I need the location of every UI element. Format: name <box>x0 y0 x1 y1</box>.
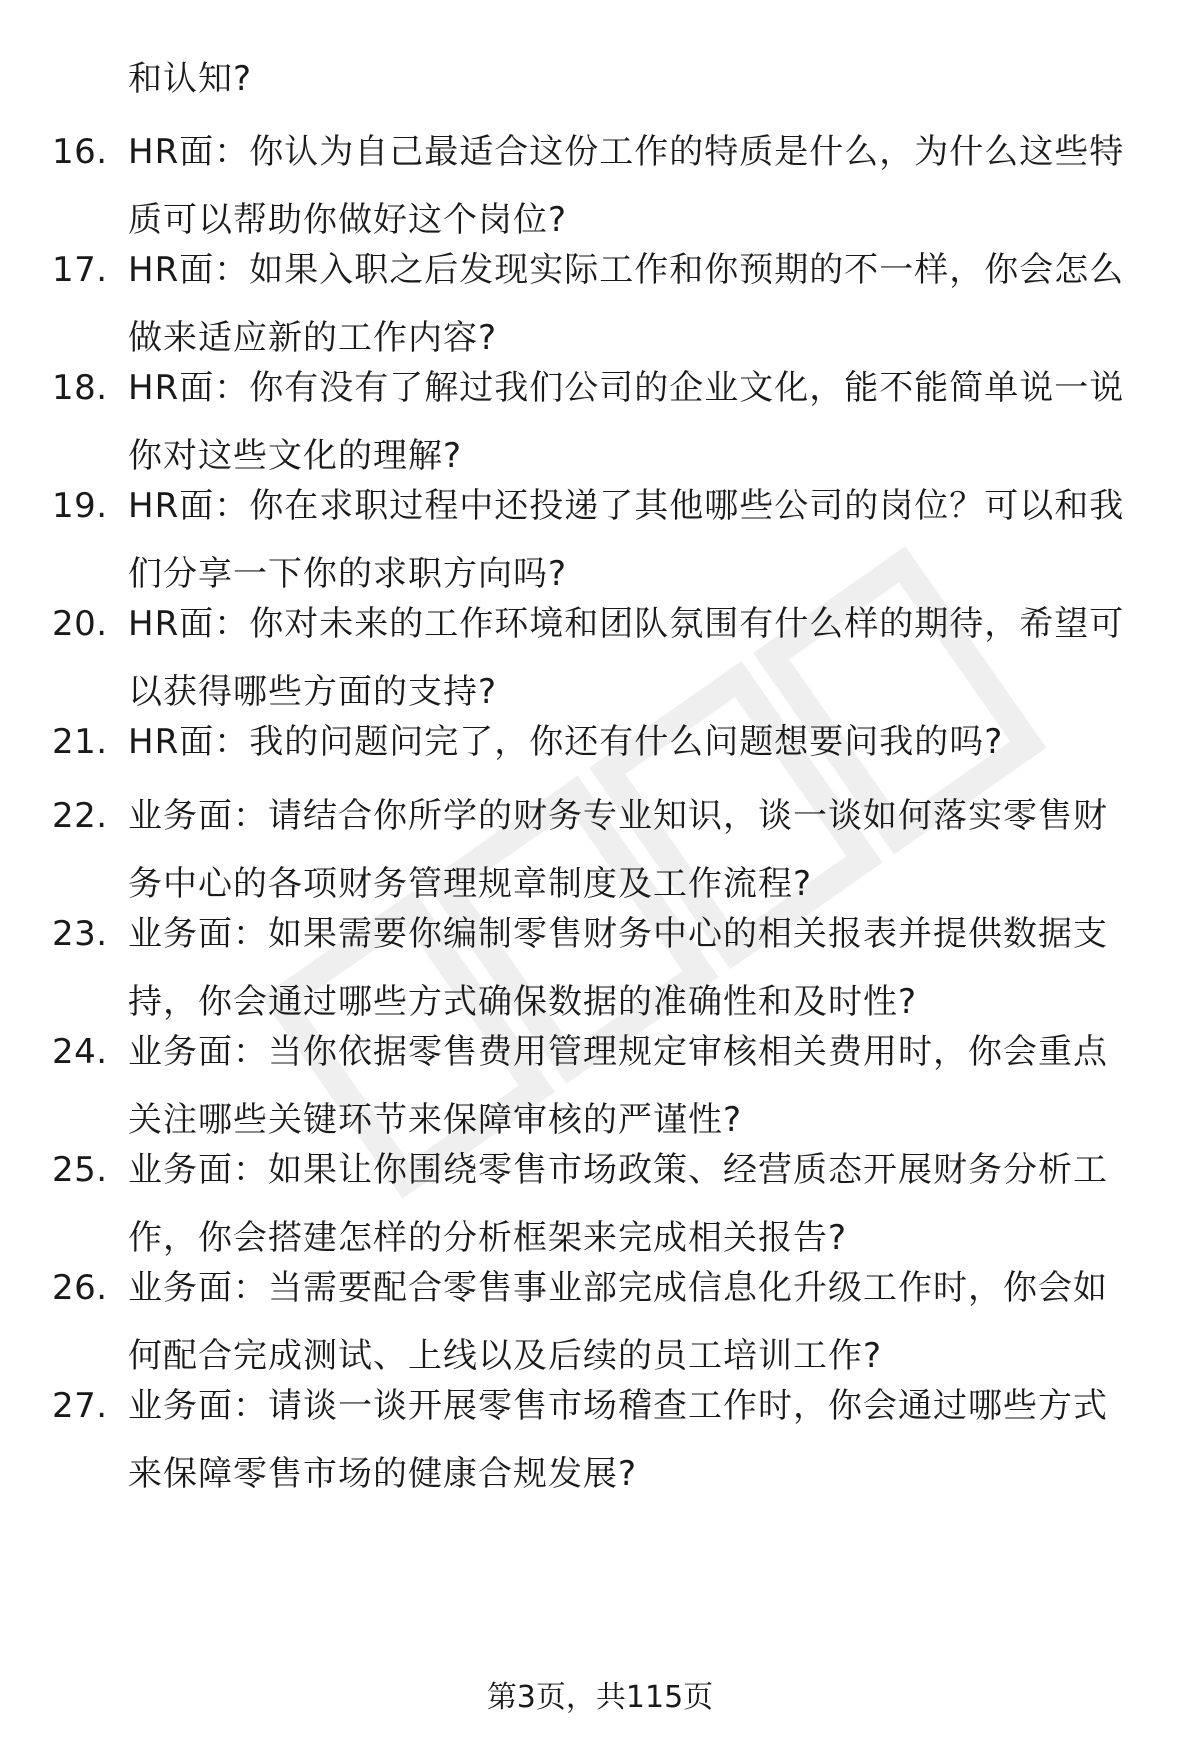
question-line: HR面：你认为自己最适合这份工作的特质是什么，为什么这些特 <box>128 132 1125 172</box>
question-text <box>128 481 1158 599</box>
question-text <box>128 1381 1158 1499</box>
question-line: 务中心的各项财务管理规章制度及工作流程? <box>128 864 813 904</box>
question-line: 做来适应新的工作内容? <box>128 318 498 358</box>
question-line: 来保障零售市场的健康合规发展? <box>128 1454 638 1494</box>
question-text <box>128 599 1158 717</box>
question-number: 22. <box>52 796 108 836</box>
question-text <box>128 717 1158 767</box>
question-line: 何配合完成测试、上线以及后续的员工培训工作? <box>128 1336 883 1376</box>
question-text <box>128 363 1158 481</box>
question-number: 25. <box>52 1150 108 1190</box>
question-number: 19. <box>52 486 108 526</box>
question-number: 17. <box>52 250 108 290</box>
question-line: 业务面：请结合你所学的财务专业知识，谈一谈如何落实零售财 <box>128 796 1108 836</box>
question-number: 16. <box>52 132 108 172</box>
question-number: 27. <box>52 1386 108 1426</box>
question-text <box>128 127 1158 245</box>
question-text <box>128 791 1158 909</box>
question-line: HR面：如果入职之后发现实际工作和你预期的不一样，你会怎么 <box>128 250 1125 290</box>
question-line: HR面：你对未来的工作环境和团队氛围有什么样的期待，希望可 <box>128 604 1125 644</box>
question-text <box>128 1263 1158 1381</box>
continuation-text <box>128 54 1158 104</box>
question-number: 20. <box>52 604 108 644</box>
question-line: 业务面：当你依据零售费用管理规定审核相关费用时，你会重点 <box>128 1032 1108 1072</box>
question-line: HR面：你在求职过程中还投递了其他哪些公司的岗位？可以和我 <box>128 486 1125 526</box>
question-number: 21. <box>52 722 108 762</box>
question-number: 24. <box>52 1032 108 1072</box>
question-line: 质可以帮助你做好这个岗位? <box>128 200 568 240</box>
question-number: 23. <box>52 914 108 954</box>
question-line: 和认知? <box>128 59 253 99</box>
question-line: 作，你会搭建怎样的分析框架来完成相关报告? <box>128 1218 848 1258</box>
question-line: 业务面：当需要配合零售事业部完成信息化升级工作时，你会如 <box>128 1268 1108 1308</box>
question-line: 业务面：如果让你围绕零售市场政策、经营质态开展财务分析工 <box>128 1150 1108 1190</box>
question-line: 业务面：请谈一谈开展零售市场稽查工作时，你会通过哪些方式 <box>128 1386 1108 1426</box>
page-footer: 第3页，共115页 <box>486 1680 714 1715</box>
question-number: 26. <box>52 1268 108 1308</box>
question-text <box>128 909 1158 1027</box>
question-line: 关注哪些关键环节来保障审核的严谨性? <box>128 1100 743 1140</box>
question-text <box>128 1145 1158 1263</box>
question-line: 你对这些文化的理解? <box>128 436 463 476</box>
question-line: 们分享一下你的求职方向吗? <box>128 554 568 594</box>
question-line: 持，你会通过哪些方式确保数据的准确性和及时性? <box>128 982 918 1022</box>
question-text <box>128 245 1158 363</box>
question-line: 业务面：如果需要你编制零售财务中心的相关报表并提供数据支 <box>128 914 1108 954</box>
question-line: 以获得哪些方面的支持? <box>128 672 498 712</box>
question-line: HR面：你有没有了解过我们公司的企业文化，能不能简单说一说 <box>128 368 1125 408</box>
question-number: 18. <box>52 368 108 408</box>
question-line: HR面：我的问题问完了，你还有什么问题想要问我的吗? <box>128 722 1004 762</box>
question-text <box>128 1027 1158 1145</box>
